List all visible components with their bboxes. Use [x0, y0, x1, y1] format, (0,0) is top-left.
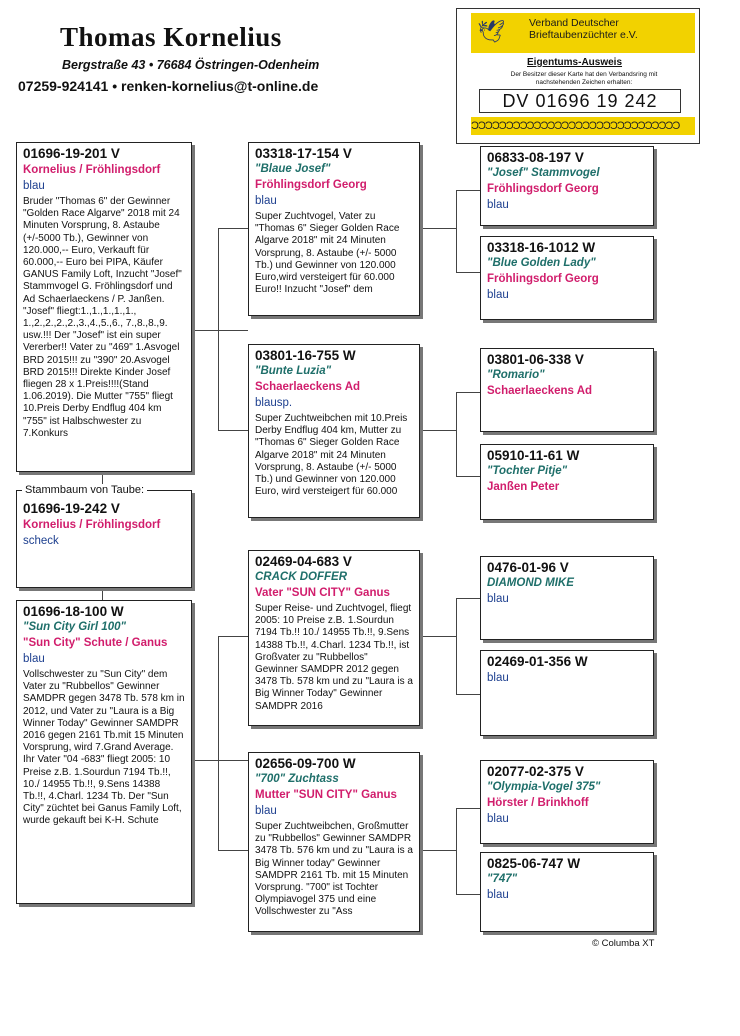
feather-color: blau — [487, 813, 509, 825]
connector — [420, 430, 456, 431]
pigeon-name: "747" — [487, 873, 518, 885]
connector — [456, 392, 457, 476]
card-mfm[interactable] — [480, 650, 654, 736]
breeder: Schaerlaeckens Ad — [255, 381, 361, 393]
description: Super Zuchtweibchen mit 10.Preis Derby Endflug 404 km, Mutter zu "Thomas 6" Sieger Golden Race Algarve 2018" mit 24 Minuten Vorsprung, 8. Astaube (+/- 5000 Tb.) und Gewinner von 120.000 Euro, wird versteigert für 60.000 — [255, 413, 408, 498]
card-father-father[interactable] — [248, 142, 420, 316]
breeder: Fröhlingsdorf Georg — [487, 273, 599, 285]
card-mother[interactable] — [16, 600, 192, 904]
ring-number: 03318-17-154 V — [255, 146, 352, 161]
breeder: Fröhlingsdorf Georg — [255, 179, 367, 191]
connector — [420, 228, 456, 229]
badge-ring-number: DV 01696 19 242 — [479, 89, 681, 113]
feather-color: blau — [487, 672, 509, 684]
description: Vollschwester zu "Sun City" dem Vater zu "Rubbellos" Gewinner SAMDPR gegen 3478 Tb. 578 km in 2012, und Vater zu "Laura is a Big Winner Today" Gewinner SAMDPR 2016 gegen 2161 Tb.mit 15 Minuten Vorsprung, wird 7.Grand Average. Ihr Vater "04 -683" fliegt 2005: 10 Preise z.B. 1.Sourdun 7194 Tb.!!, 10./ 14955 Tb.!!, 9.Sens 14388 Tb.!!, 4.Charl. 1234 Tb. Der "Sun City" züchtet bei Ganus Family Loft, wurde gekauft bei K-H. Schute — [23, 669, 185, 827]
breeder: Fröhlingsdorf Georg — [487, 183, 599, 195]
breeder-address: Bergstraße 43 • 76684 Östringen-Odenheim — [62, 58, 320, 72]
description: Super Zuchtvogel, Vater zu "Thomas 6" Sieger Golden Race Algarve 2018" mit 24 Minuten Vorsprung, 8. Astaube (+/- 5000 Tb.) und Gewinner von 120.000 Euro,wird versteigert für 60.000 Euro!! Inzucht "Josef" dem — [255, 211, 400, 296]
connector — [456, 190, 457, 272]
badge-pattern-strip: ƆƆƆƆƆƆƆƆƆƆƆƆƆƆƆƆƆƆƆƆƆƆƆƆƆƆƆƆƆƆ — [471, 117, 695, 135]
ring-number: 03801-16-755 W — [255, 348, 356, 363]
breeder: "Sun City" Schute / Ganus — [23, 637, 168, 649]
connector — [218, 636, 219, 850]
feather-color: blau — [487, 593, 509, 605]
card-fmf[interactable] — [480, 348, 654, 432]
connector — [456, 392, 480, 393]
breeder-name: Thomas Kornelius — [60, 22, 282, 52]
connector — [218, 850, 248, 851]
ring-number: 02469-04-683 V — [255, 554, 352, 569]
connector — [420, 850, 456, 851]
feather-color: blau — [487, 199, 509, 211]
pigeon-name: DIAMOND MIKE — [487, 577, 574, 589]
ring-number: 02656-09-700 W — [255, 756, 356, 771]
pigeon-name: "Tochter Pitje" — [487, 465, 568, 477]
badge-title: Eigentums-Ausweis — [527, 57, 623, 68]
badge-org-line2: Brieftaubenzüchter e.V. — [529, 29, 638, 41]
feather-color: blausp. — [255, 397, 293, 409]
connector — [456, 808, 480, 809]
breeder: Hörster / Brinkhoff — [487, 797, 589, 809]
ring-number: 01696-19-242 V — [23, 501, 120, 516]
description: Super Reise- und Zuchtvogel, fliegt 2005: 10 Preise z.B. 1.Sourdun 7194 Tb.!! 10./ 14955 Tb.!!, 9.Sens 14388 Tb.!!, 4.Charl. 1234 Tb.!!, ist Großvater zu "Rubbellos" Gewinner SAMDPR 2012 gegen 3478 Tb. 578 km und zu "Laura is a Big Winner Today" Gewinner SAMDPR 2016 — [255, 603, 413, 712]
connector — [456, 694, 480, 695]
feather-color: blau — [487, 889, 509, 901]
card-subject[interactable] — [16, 490, 192, 588]
feather-color: blau — [255, 195, 277, 207]
feather-color: blau — [487, 289, 509, 301]
ring-number: 0476-01-96 V — [487, 560, 569, 575]
breeder: Kornelius / Fröhlingsdorf — [23, 164, 161, 176]
connector — [456, 808, 457, 894]
feather-color: blau — [23, 180, 45, 192]
ring-number: 03318-16-1012 W — [487, 240, 596, 255]
description: Super Zuchtweibchen, Großmutter zu "Rubbellos" Gewinner SAMDPR 3478 Tb. 576 km und zu "Laura is a Big Winner today" Gewinner SAMDPR 2161 Tb. mit 15 Minuten Vorsprung. "700" ist Tochter Olympiavogel 375 und eine Vollschwester zu "Ass — [255, 821, 413, 918]
ring-number: 05910-11-61 W — [487, 448, 580, 463]
feather-color: scheck — [23, 535, 59, 547]
card-father-mother[interactable] — [248, 344, 420, 518]
ring-number: 01696-18-100 W — [23, 604, 124, 619]
connector — [456, 598, 480, 599]
breeder-contact: 07259-924141 • renken-kornelius@t-online.de — [18, 78, 319, 94]
feather-color: blau — [23, 653, 45, 665]
pigeon-name: "Romario" — [487, 369, 545, 381]
connector — [218, 636, 248, 637]
ring-number: 06833-08-197 V — [487, 150, 584, 165]
breeder: Janßen Peter — [487, 481, 560, 493]
connector — [190, 760, 248, 761]
connector — [456, 190, 480, 191]
connector — [456, 598, 457, 694]
ring-number: 0825-06-747 W — [487, 856, 581, 871]
card-fmm[interactable] — [480, 444, 654, 520]
pedigree-label: Stammbaum von Taube: — [22, 484, 147, 496]
pigeon-name: "Bunte Luzia" — [255, 365, 332, 377]
card-mmf[interactable] — [480, 760, 654, 844]
ring-number: 02077-02-375 V — [487, 764, 584, 779]
card-mother-father[interactable] — [248, 550, 420, 726]
breeder: Vater "SUN CITY" Ganus — [255, 587, 390, 599]
pigeon-name: "Josef" Stammvogel — [487, 167, 600, 179]
software-credit: © Columba XT — [592, 938, 655, 949]
pigeon-name: "Blaue Josef" — [255, 163, 331, 175]
ownership-card — [456, 8, 700, 144]
pigeon-logo-icon: 🕊 — [477, 19, 505, 44]
pigeon-name: "Olympia-Vogel 375" — [487, 781, 601, 793]
ring-number: 03801-06-338 V — [487, 352, 584, 367]
breeder: Schaerlaeckens Ad — [487, 385, 593, 397]
feather-color: blau — [255, 805, 277, 817]
connector — [456, 894, 480, 895]
pigeon-name: "Blue Golden Lady" — [487, 257, 596, 269]
pigeon-name: "Sun City Girl 100" — [23, 621, 126, 633]
card-mmm[interactable] — [480, 852, 654, 932]
breeder: Mutter "SUN CITY" Ganus — [255, 789, 397, 801]
ring-number: 02469-01-356 W — [487, 654, 588, 669]
card-mother-mother[interactable] — [248, 752, 420, 932]
breeder: Kornelius / Fröhlingsdorf — [23, 519, 161, 531]
ring-number: 01696-19-201 V — [23, 146, 120, 161]
badge-org — [529, 17, 638, 41]
description: Bruder "Thomas 6" der Gewinner "Golden Race Algarve" 2018 mit 24 Minuten Vorsprung, 8. Astaube (+/-5000 Tb.), Gewinner von 120.000,-- Euro, Verkauft für 60.000,-- Euro bei PIPA, Käufer GANUS Family Loft, Inzucht "Josef" Stammvogel G. Fröhlingsdorf und Ad Schaerlaeckens / P. Janßen. "Josef" fliegt:1.,1.,1.,1.,1., 1.,2.,2.,2.,2.,3.,4.,5.,6., 7.,8.,8.,9. usw.!!! Der "Josef" ist ein super Vererber!! Vater zu "469" 1.Asvogel BRD 2015!!! zu "390" 20.Asvogel BRD 2015!!! Direkte Kinder Josef fliegen 28 x 1.Preis!!!!(Stand 1.06.2019). Die Mutter "755" fliegt 10.Preis Derby Endflug 404 km "755" ist Halbschwester zu 7.Konkurs — [23, 196, 182, 439]
badge-org-line1: Verband Deutscher — [529, 17, 619, 29]
connector — [420, 636, 456, 637]
card-fff[interactable] — [480, 146, 654, 226]
pigeon-name: CRACK DOFFER — [255, 571, 347, 583]
card-ffm[interactable] — [480, 236, 654, 320]
connector — [456, 476, 480, 477]
badge-note: Der Besitzer dieser Karte hat den Verbandsring mit nachstehenden Zeichen erhalten: — [510, 71, 658, 86]
card-mff[interactable] — [480, 556, 654, 640]
connector — [218, 430, 248, 431]
connector — [218, 228, 248, 229]
pigeon-name: "700" Zuchtass — [255, 773, 339, 785]
card-father[interactable] — [16, 142, 192, 472]
connector — [190, 330, 248, 331]
connector — [218, 228, 219, 430]
connector — [456, 272, 480, 273]
